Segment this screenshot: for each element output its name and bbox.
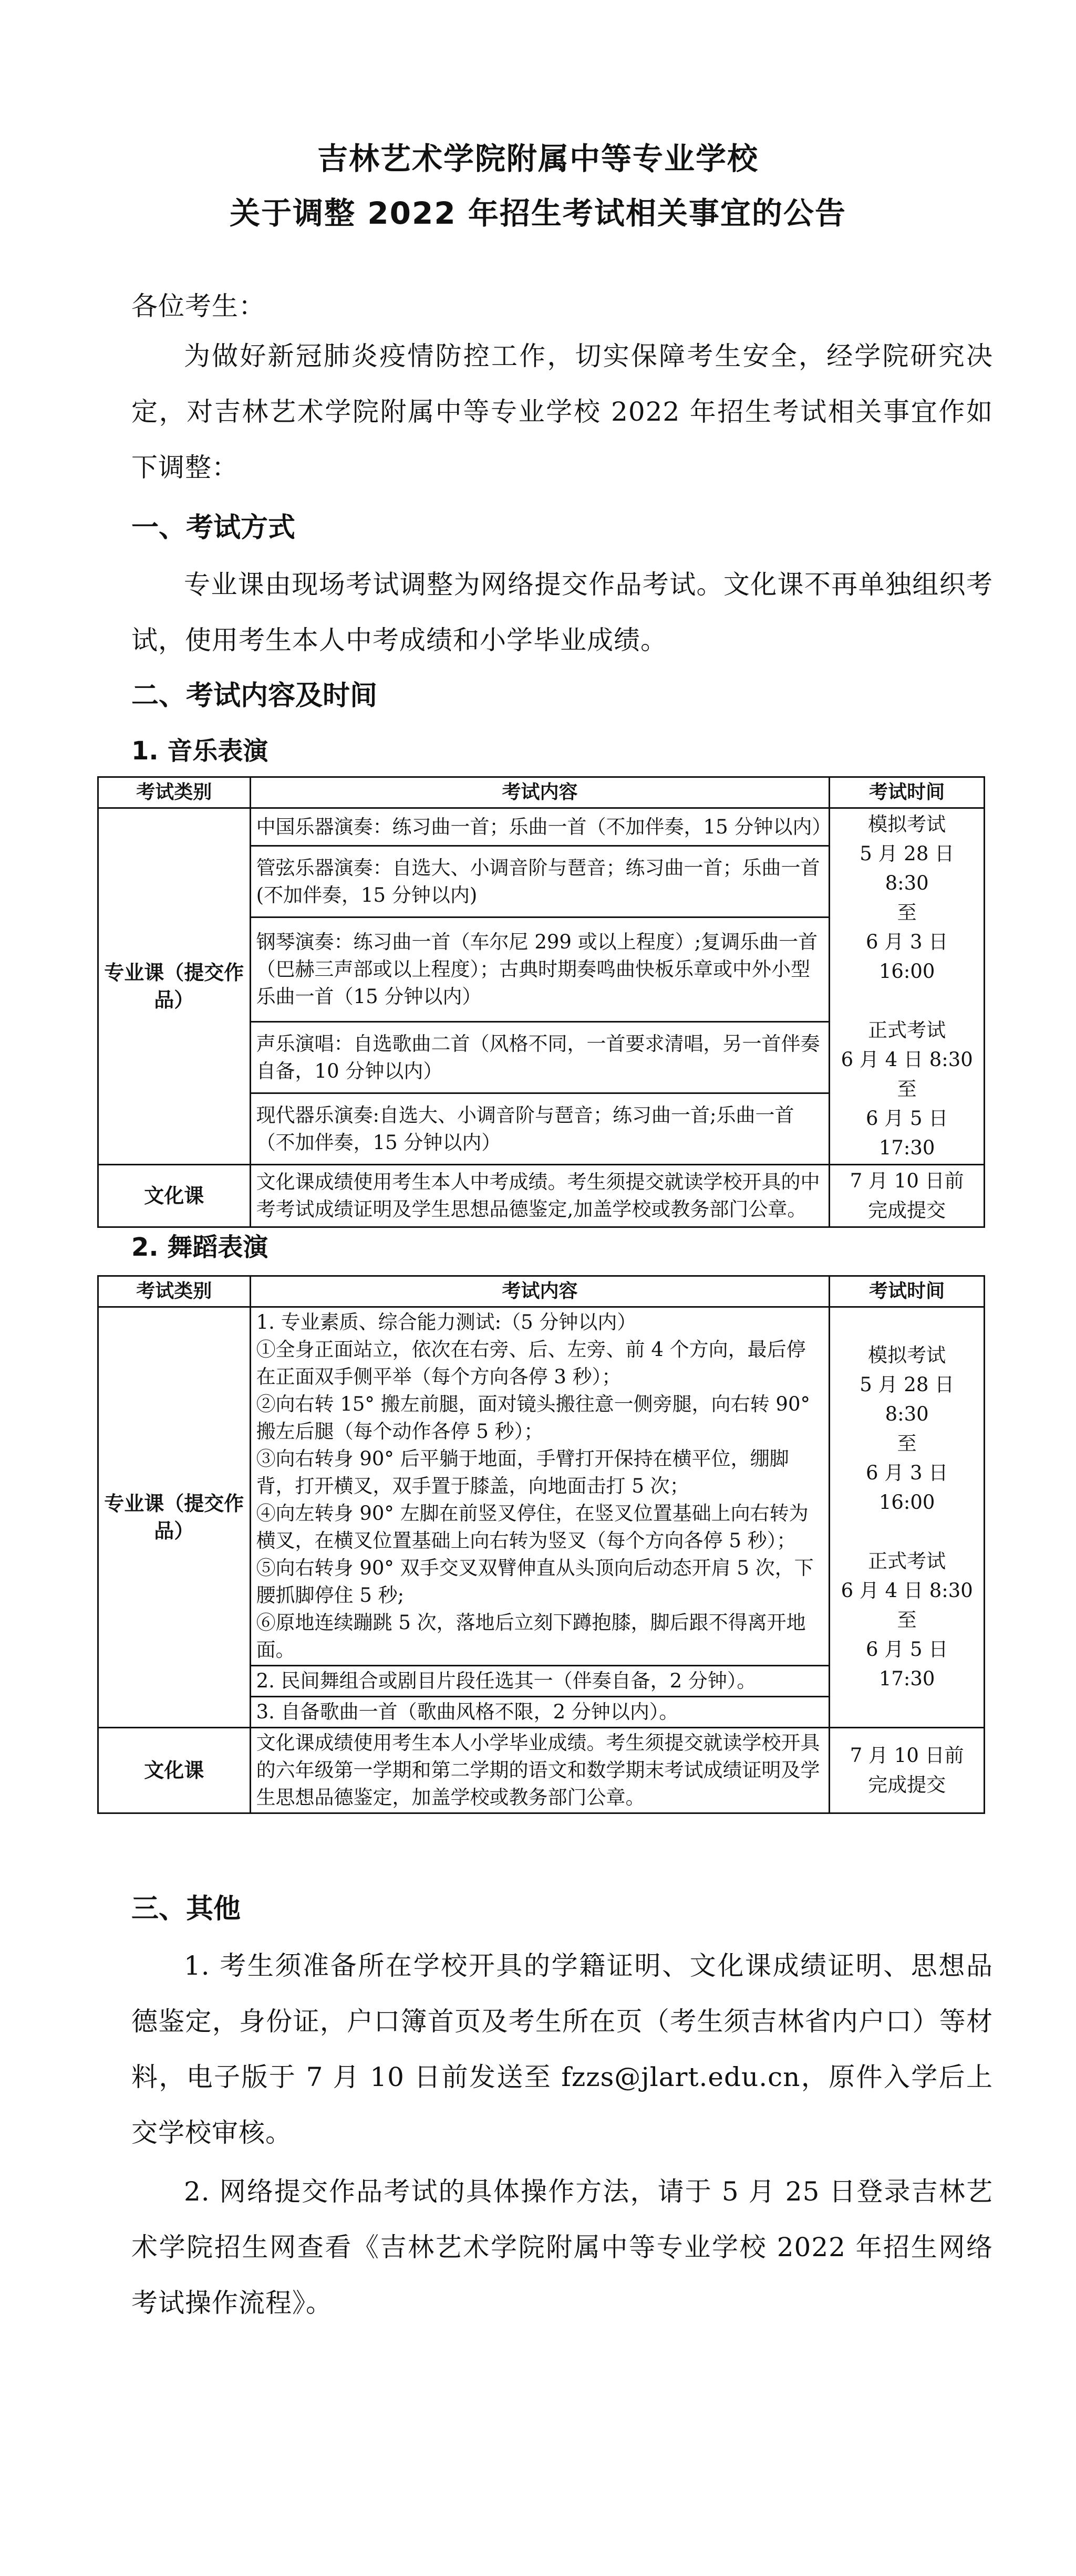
section-3-paragraph-2: 2. 网络提交作品考试的具体操作方法，请于 5 月 25 日登录吉林艺术学院招生网查看《吉林艺术学院附属中等专业学校 2022 年招生网络考试操作流程》。 bbox=[131, 2176, 993, 2318]
section-1-heading: 一、考试方式 bbox=[131, 512, 296, 544]
music-exam-table bbox=[97, 776, 985, 1228]
music-item-1: 中国乐器演奏：练习曲一首；乐曲一首（不加伴奏，15 分钟以内） bbox=[250, 808, 830, 846]
dance-exam-table bbox=[97, 1275, 985, 1814]
header-category: 考试类别 bbox=[98, 1276, 251, 1307]
mock-end: 6 月 3 日 16:00 bbox=[865, 931, 948, 983]
culture-category-cell: 文化课 bbox=[98, 1165, 251, 1227]
music-item-3: 钢琴演奏：练习曲一首（车尔尼 299 或以上程度）;复调乐曲一首（巴赫三声部或以上程度）；古典时期奏鸣曲快板乐章或中外小型乐曲一首（15 分钟以内） bbox=[250, 917, 830, 1021]
formal-start: 6 月 4 日 8:30 bbox=[841, 1579, 973, 1602]
table-row bbox=[98, 808, 985, 846]
section-1-text: 专业课由现场考试调整为网络提交作品考试。文化课不再单独组织考试，使用考生本人中考成绩和小学毕业成绩。 bbox=[131, 569, 993, 655]
dance-item-1 bbox=[250, 1307, 830, 1666]
header-time: 考试时间 bbox=[830, 777, 985, 808]
dance-line: ①全身正面站立，依次在右旁、后、左旁、前 4 个方向，最后停在正面双手侧平举（每个方向各停 3 秒）； bbox=[256, 1338, 806, 1388]
music-item-2: 管弦乐器演奏：自选大、小调音阶与琶音；练习曲一首；乐曲一首(不加伴奏，15 分钟以内) bbox=[250, 846, 830, 917]
table-header-row bbox=[98, 1276, 985, 1307]
culture-time-cell bbox=[830, 1165, 985, 1227]
formal-label: 正式考试 bbox=[868, 1019, 946, 1041]
culture-category-cell: 文化课 bbox=[98, 1728, 251, 1813]
dance-heading: 2. 舞蹈表演 bbox=[131, 1233, 268, 1262]
culture-time-cell bbox=[830, 1728, 985, 1813]
mock-end: 6 月 3 日 16:00 bbox=[865, 1462, 948, 1514]
major-category-cell: 专业课（提交作品） bbox=[98, 1307, 251, 1728]
mock-start: 5 月 28 日 8:30 bbox=[860, 842, 955, 894]
mock-start: 5 月 28 日 8:30 bbox=[860, 1373, 955, 1425]
section-2-heading: 二、考试内容及时间 bbox=[131, 680, 378, 712]
to-label: 至 bbox=[897, 901, 917, 924]
to-label: 至 bbox=[897, 1432, 917, 1455]
music-item-5: 现代器乐演奏:自选大、小调音阶与琶音；练习曲一首;乐曲一首（不加伴奏，15 分钟以内） bbox=[250, 1093, 830, 1165]
dance-item-3: 3. 自备歌曲一首（歌曲风格不限，2 分钟以内）。 bbox=[250, 1697, 830, 1728]
major-category-cell: 专业课（提交作品） bbox=[98, 808, 251, 1165]
dance-line: ⑤向右转身 90° 双手交叉双臂伸直从头顶向后动态开肩 5 次，下腰抓脚停住 5 秒; bbox=[256, 1557, 814, 1607]
dance-item-2: 2. 民间舞组合或剧目片段任选其一（伴奏自备，2 分钟）。 bbox=[250, 1666, 830, 1697]
dance-line: 1. 专业素质、综合能力测试:（5 分钟以内） bbox=[256, 1311, 637, 1333]
mock-label: 模拟考试 bbox=[868, 813, 946, 836]
dance-line: ③向右转身 90° 后平躺于地面，手臂打开保持在横平位，绷脚背，打开横叉，双手置于膝盖，向地面击打 5 次； bbox=[256, 1447, 789, 1497]
to-label: 至 bbox=[897, 1609, 917, 1631]
formal-end: 6 月 5 日 17:30 bbox=[865, 1107, 948, 1159]
intro-paragraph: 为做好新冠肺炎疫情防控工作，切实保障考生安全，经学院研究决定，对吉林艺术学院附属中等专业学校 2022 年招生考试相关事宜作如下调整： bbox=[131, 341, 993, 483]
major-time-cell bbox=[830, 808, 985, 1165]
music-heading: 1. 音乐表演 bbox=[131, 736, 268, 766]
title-line-1: 吉林艺术学院附属中等专业学校 bbox=[317, 141, 759, 176]
culture-deadline: 7 月 10 日前 bbox=[850, 1170, 964, 1192]
culture-deadline-note: 完成提交 bbox=[868, 1774, 946, 1796]
formal-end: 6 月 5 日 17:30 bbox=[865, 1638, 948, 1690]
table-header-row bbox=[98, 777, 985, 808]
culture-deadline: 7 月 10 日前 bbox=[850, 1744, 964, 1767]
music-item-4: 声乐演唱：自选歌曲二首（风格不同，一首要求清唱，另一首伴奏自备，10 分钟以内） bbox=[250, 1022, 830, 1093]
dance-line: ④向左转身 90° 左脚在前竖叉停住，在竖叉位置基础上向右转为横叉，在横叉位置基础上向右转为竖叉（每个方向各停 5 秒）； bbox=[256, 1502, 809, 1552]
culture-deadline-note: 完成提交 bbox=[868, 1199, 946, 1222]
dance-line: ⑥原地连续蹦跳 5 次，落地后立刻下蹲抱膝，脚后跟不得离开地面。 bbox=[256, 1611, 806, 1661]
table-row bbox=[98, 1728, 985, 1813]
formal-label: 正式考试 bbox=[868, 1550, 946, 1572]
table-row bbox=[98, 1307, 985, 1666]
table-row bbox=[98, 1165, 985, 1227]
header-time: 考试时间 bbox=[830, 1276, 985, 1307]
to-label: 至 bbox=[897, 1078, 917, 1100]
section-3-paragraph-1: 1. 考生须准备所在学校开具的学籍证明、文化课成绩证明、思想品德鉴定，身份证，户口簿首页及考生所在页（考生须吉林省内户口）等材料，电子版于 7 月 10 日前发送至 fzzs@jlart.edu.cn，原件入学后上交学校审核。 bbox=[131, 1951, 993, 2148]
section-3-heading: 三、其他 bbox=[131, 1893, 241, 1925]
dance-line: ②向右转 15° 搬左前腿，面对镜头搬往意一侧旁腿，向右转 90° 搬左后腿（每个动作各停 5 秒）； bbox=[256, 1393, 811, 1443]
header-content: 考试内容 bbox=[250, 777, 830, 808]
culture-content-cell: 文化课成绩使用考生本人中考成绩。考生须提交就读学校开具的中考考试成绩证明及学生思想品德鉴定,加盖学校或教务部门公章。 bbox=[250, 1165, 830, 1227]
mock-label: 模拟考试 bbox=[868, 1344, 946, 1367]
greeting: 各位考生： bbox=[131, 291, 265, 321]
formal-start: 6 月 4 日 8:30 bbox=[841, 1048, 973, 1071]
header-category: 考试类别 bbox=[98, 777, 251, 808]
major-time-cell bbox=[830, 1307, 985, 1728]
title-line-2: 关于调整 2022 年招生考试相关事宜的公告 bbox=[230, 195, 846, 231]
culture-content-cell: 文化课成绩使用考生本人小学毕业成绩。考生须提交就读学校开具的六年级第一学期和第二学期的语文和数学期末考试成绩证明及学生思想品德鉴定，加盖学校或教务部门公章。 bbox=[250, 1728, 830, 1813]
header-content: 考试内容 bbox=[250, 1276, 830, 1307]
